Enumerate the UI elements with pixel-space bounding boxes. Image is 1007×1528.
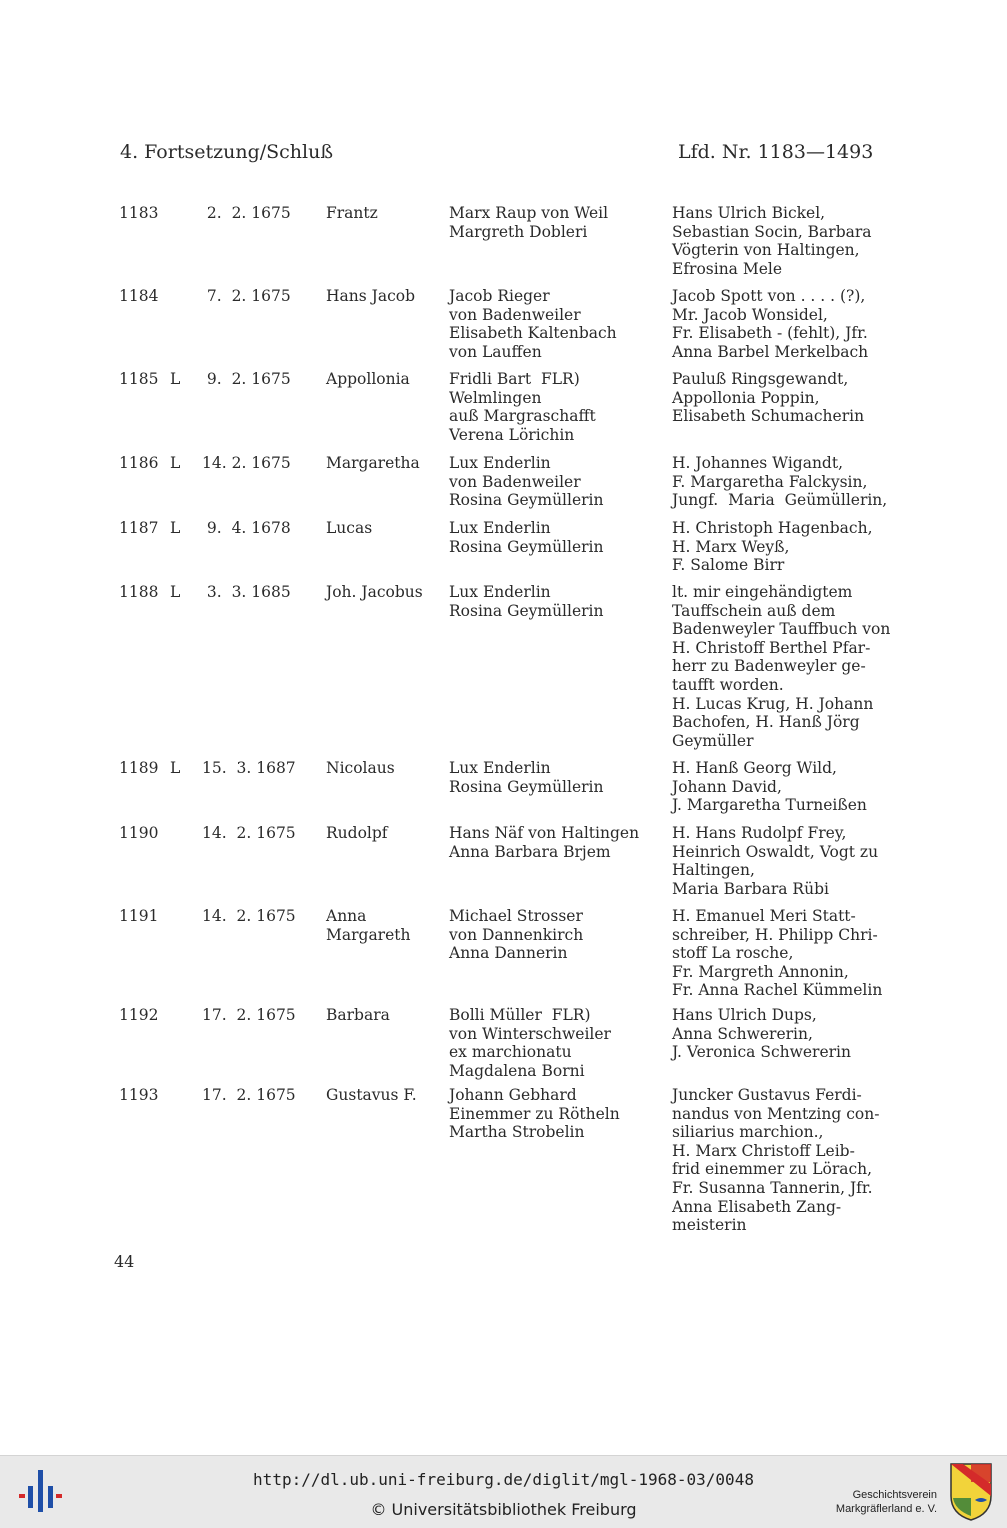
entry-parents: Hans Näf von Haltingen Anna Barbara Brjem <box>449 824 640 861</box>
entry-parents: Jacob Rieger von Badenweiler Elisabeth Kaltenbach von Lauffen <box>449 287 617 361</box>
society-line-2: Markgräflerland e. V. <box>835 1503 937 1515</box>
entry-godparents: Pauluß Ringsgewandt, Appollonia Poppin, Elisabeth Schumacherin <box>672 370 865 426</box>
entry-date: 17. 2. 1675 <box>202 1006 296 1024</box>
entry-date: 14. 2. 1675 <box>202 454 291 472</box>
running-header-left: 4. Fortsetzung/Schluß <box>120 141 334 163</box>
entry-l-marker: L <box>170 583 181 601</box>
entry-parents: Fridli Bart FLR) Welmlingen auß Margraschafft Verena Lörichin <box>449 370 596 444</box>
entry-number: 1189 <box>119 759 159 777</box>
entry-child-name: Appollonia <box>326 370 410 388</box>
entry-number: 1188 <box>119 583 159 601</box>
entry-number: 1184 <box>119 287 159 305</box>
entry-parents: Lux Enderlin von Badenweiler Rosina Geymüllerin <box>449 454 604 510</box>
entry-parents: Johann Gebhard Einemmer zu Rötheln Martha Strobelin <box>449 1086 620 1142</box>
entry-child-name: Joh. Jacobus <box>326 583 423 601</box>
entry-number: 1183 <box>119 204 159 222</box>
entry-child-name: Rudolpf <box>326 824 388 842</box>
entry-date: 7. 2. 1675 <box>202 287 291 305</box>
entry-l-marker: L <box>170 370 181 388</box>
entry-number: 1192 <box>119 1006 159 1024</box>
entry-child-name: Barbara <box>326 1006 390 1024</box>
entry-godparents: Hans Ulrich Dups, Anna Schwererin, J. Veronica Schwererin <box>672 1006 851 1062</box>
entry-parents: Lux Enderlin Rosina Geymüllerin <box>449 583 604 620</box>
entry-l-marker: L <box>170 519 181 537</box>
entry-godparents: H. Hanß Georg Wild, Johann David, J. Margaretha Turneißen <box>672 759 867 815</box>
entry-godparents: H. Christoph Hagenbach, H. Marx Weyß, F. Salome Birr <box>672 519 873 575</box>
entry-date: 9. 2. 1675 <box>202 370 291 388</box>
entry-number: 1187 <box>119 519 159 537</box>
entry-date: 3. 3. 1685 <box>202 583 291 601</box>
coat-of-arms-icon <box>949 1462 993 1522</box>
entry-child-name: Gustavus F. <box>326 1086 417 1104</box>
entry-date: 2. 2. 1675 <box>202 204 291 222</box>
entry-parents: Lux Enderlin Rosina Geymüllerin <box>449 759 604 796</box>
entry-date: 14. 2. 1675 <box>202 824 296 842</box>
entry-parents: Marx Raup von Weil Margreth Dobleri <box>449 204 609 241</box>
entry-child-name: Anna Margareth <box>326 907 411 944</box>
page-number: 44 <box>114 1252 135 1271</box>
entry-date: 15. 3. 1687 <box>202 759 296 777</box>
entry-date: 14. 2. 1675 <box>202 907 296 925</box>
entry-godparents: H. Emanuel Meri Statt- schreiber, H. Philipp Chri- stoff La rosche, Fr. Margreth Annonin, Fr. Anna Rachel Kümmelin <box>672 907 883 1000</box>
entry-number: 1190 <box>119 824 159 842</box>
entry-child-name: Nicolaus <box>326 759 395 777</box>
entry-godparents: Jacob Spott von . . . . (?), Mr. Jacob Wonsidel, Fr. Elisabeth - (fehlt), Jfr. Anna Barbel Merkelbach <box>672 287 869 361</box>
entry-date: 9. 4. 1678 <box>202 519 291 537</box>
entry-number: 1185 <box>119 370 159 388</box>
entry-parents: Michael Strosser von Dannenkirch Anna Dannerin <box>449 907 584 963</box>
entry-child-name: Margaretha <box>326 454 420 472</box>
permalink-url[interactable]: http://dl.ub.uni-freiburg.de/diglit/mgl-1968-03/0048 <box>253 1470 754 1489</box>
entry-godparents: lt. mir eingehändigtem Tauffschein auß dem Badenweyler Tauffbuch von H. Christoff Berthel Pfar- herr zu Badenweyler ge- taufft worden. H. Lucas Krug, H. Johann Bachofen, H. Hanß Jörg Geymüller <box>672 583 891 750</box>
entry-parents: Lux Enderlin Rosina Geymüllerin <box>449 519 604 556</box>
entry-number: 1186 <box>119 454 159 472</box>
entry-godparents: Hans Ulrich Bickel, Sebastian Socin, Barbara Vögterin von Haltingen, Efrosina Mele <box>672 204 872 278</box>
entry-l-marker: L <box>170 454 181 472</box>
running-header-right: Lfd. Nr. 1183—1493 <box>678 141 874 163</box>
entry-parents: Bolli Müller FLR) von Winterschweiler ex marchionatu Magdalena Borni <box>449 1006 611 1080</box>
entry-l-marker: L <box>170 759 181 777</box>
society-name <box>836 1488 937 1516</box>
entry-godparents: Juncker Gustavus Ferdi- nandus von Mentzing con- siliarius marchion., H. Marx Christoff Leib- frid einemmer zu Lörach, Fr. Susanna Tannerin, Jfr. Anna Elisabeth Zang- meisterin <box>672 1086 880 1235</box>
entry-child-name: Hans Jacob <box>326 287 416 305</box>
entry-number: 1193 <box>119 1086 159 1104</box>
copyright-notice: © Universitätsbibliothek Freiburg <box>370 1500 637 1519</box>
entry-number: 1191 <box>119 907 159 925</box>
society-line-1: Geschichtsverein <box>852 1489 937 1501</box>
entry-date: 17. 2. 1675 <box>202 1086 296 1104</box>
entry-child-name: Lucas <box>326 519 373 537</box>
entry-godparents: H. Hans Rudolpf Frey, Heinrich Oswaldt, Vogt zu Haltingen, Maria Barbara Rübi <box>672 824 879 898</box>
entry-godparents: H. Johannes Wigandt, F. Margaretha Falckysin, Jungf. Maria Geümüllerin, <box>672 454 888 510</box>
viewer-footer <box>0 1455 1007 1528</box>
entry-child-name: Frantz <box>326 204 378 222</box>
